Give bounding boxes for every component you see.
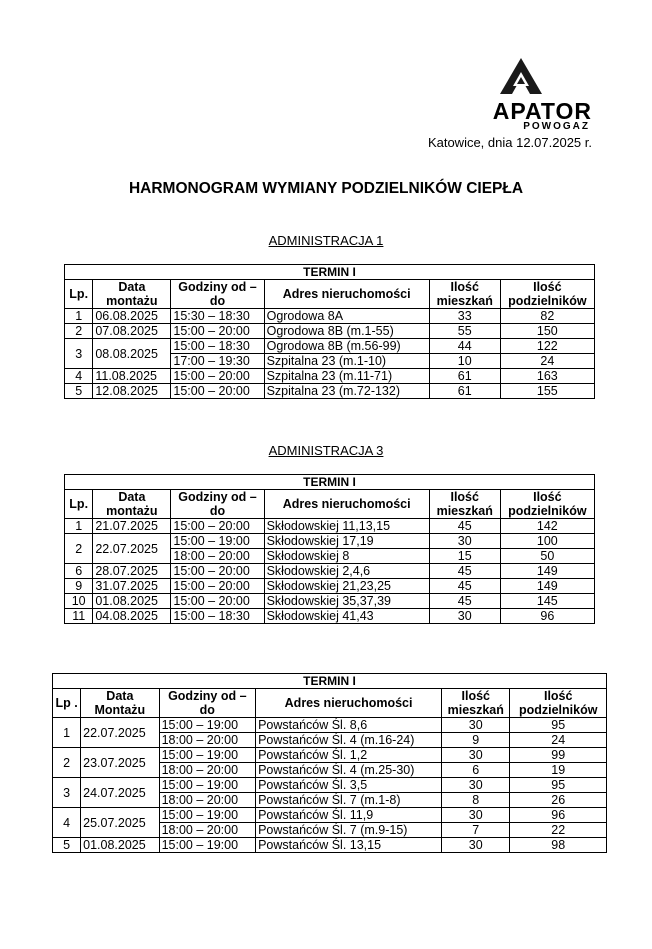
table-row	[53, 808, 607, 823]
cell-units: 150	[500, 324, 594, 339]
cell-hours: 17:00 – 19:30	[171, 354, 264, 369]
table-row	[65, 579, 595, 594]
cell-units: 145	[500, 594, 594, 609]
cell-lp: 5	[65, 384, 93, 399]
cell-flats: 6	[442, 763, 510, 778]
cell-date: 11.08.2025	[93, 369, 171, 384]
cell-hours: 18:00 – 20:00	[159, 793, 256, 808]
cell-flats: 15	[429, 549, 500, 564]
col-header-date: Data montażu	[93, 280, 171, 309]
cell-address: Ogrodowa 8B (m.56-99)	[264, 339, 429, 354]
col-header-flats: Ilość mieszkań	[429, 490, 500, 519]
cell-units: 98	[510, 838, 607, 853]
col-header-date: Data Montażu	[81, 689, 159, 718]
cell-hours: 18:00 – 20:00	[159, 763, 256, 778]
cell-flats: 45	[429, 564, 500, 579]
table-row	[65, 339, 595, 354]
cell-address: Powstańców Śl. 8,6	[256, 718, 442, 733]
cell-date: 23.07.2025	[81, 748, 159, 778]
table-row	[65, 564, 595, 579]
cell-flats: 7	[442, 823, 510, 838]
cell-lp: 3	[53, 778, 81, 808]
cell-units: 22	[510, 823, 607, 838]
cell-date: 31.07.2025	[93, 579, 171, 594]
cell-date: 22.07.2025	[93, 534, 171, 564]
cell-lp: 11	[65, 609, 93, 624]
cell-flats: 33	[429, 309, 500, 324]
cell-address: Szpitalna 23 (m.1-10)	[264, 354, 429, 369]
cell-lp: 3	[65, 339, 93, 369]
cell-hours: 15:00 – 19:00	[159, 838, 256, 853]
cell-address: Skłodowskiej 21,23,25	[264, 579, 429, 594]
cell-hours: 15:00 – 18:30	[171, 339, 264, 354]
term-header: TERMIN I	[65, 475, 595, 490]
cell-date: 04.08.2025	[93, 609, 171, 624]
apator-logo-icon	[500, 58, 542, 94]
cell-address: Powstańców Śl. 4 (m.16-24)	[256, 733, 442, 748]
cell-address: Powstańców Śl. 11,9	[256, 808, 442, 823]
cell-units: 163	[500, 369, 594, 384]
cell-flats: 55	[429, 324, 500, 339]
cell-address: Skłodowskiej 8	[264, 549, 429, 564]
cell-flats: 30	[442, 748, 510, 763]
table-row	[65, 519, 595, 534]
cell-date: 07.08.2025	[93, 324, 171, 339]
cell-units: 122	[500, 339, 594, 354]
cell-address: Skłodowskiej 35,37,39	[264, 594, 429, 609]
section-title-administracja-3: ADMINISTRACJA 3	[268, 443, 384, 458]
schedule-table-administracja-3	[64, 474, 595, 624]
cell-hours: 15:00 – 20:00	[171, 594, 264, 609]
col-header-units: Ilość podzielników	[500, 280, 594, 309]
cell-date: 25.07.2025	[81, 808, 159, 838]
cell-flats: 45	[429, 519, 500, 534]
cell-address: Ogrodowa 8B (m.1-55)	[264, 324, 429, 339]
cell-address: Powstańców Śl. 4 (m.25-30)	[256, 763, 442, 778]
cell-units: 149	[500, 564, 594, 579]
cell-lp: 6	[65, 564, 93, 579]
cell-units: 24	[500, 354, 594, 369]
cell-address: Powstańców Śl. 1,2	[256, 748, 442, 763]
cell-address: Szpitalna 23 (m.11-71)	[264, 369, 429, 384]
cell-hours: 18:00 – 20:00	[159, 823, 256, 838]
cell-lp: 10	[65, 594, 93, 609]
cell-hours: 15:00 – 19:00	[171, 534, 264, 549]
col-header-lp: Lp.	[65, 280, 93, 309]
cell-flats: 45	[429, 594, 500, 609]
table-row	[65, 534, 595, 549]
col-header-hours: Godziny od – do	[159, 689, 256, 718]
cell-address: Powstańców Śl. 7 (m.9-15)	[256, 823, 442, 838]
table-row	[65, 309, 595, 324]
col-header-units: Ilość podzielników	[510, 689, 607, 718]
cell-flats: 30	[442, 718, 510, 733]
cell-address: Powstańców Śl. 3,5	[256, 778, 442, 793]
cell-address: Skłodowskiej 17,19	[264, 534, 429, 549]
cell-lp: 4	[65, 369, 93, 384]
cell-hours: 15:00 – 19:00	[159, 718, 256, 733]
cell-hours: 15:30 – 18:30	[171, 309, 264, 324]
cell-date: 01.08.2025	[81, 838, 159, 853]
cell-flats: 30	[442, 838, 510, 853]
cell-units: 99	[510, 748, 607, 763]
cell-date: 22.07.2025	[81, 718, 159, 748]
cell-flats: 44	[429, 339, 500, 354]
cell-hours: 15:00 – 20:00	[171, 324, 264, 339]
cell-lp: 2	[65, 324, 93, 339]
cell-lp: 1	[65, 309, 93, 324]
col-header-date: Data montażu	[93, 490, 171, 519]
col-header-lp: Lp.	[65, 490, 93, 519]
cell-date: 01.08.2025	[93, 594, 171, 609]
table-row	[65, 324, 595, 339]
cell-date: 28.07.2025	[93, 564, 171, 579]
cell-date: 21.07.2025	[93, 519, 171, 534]
cell-hours: 15:00 – 20:00	[171, 564, 264, 579]
document-date: Katowice, dnia 12.07.2025 r.	[427, 135, 592, 150]
col-header-address: Adres nieruchomości	[264, 280, 429, 309]
col-header-flats: Ilość mieszkań	[429, 280, 500, 309]
cell-address: Szpitalna 23 (m.72-132)	[264, 384, 429, 399]
schedule-table-powstancow	[52, 673, 607, 853]
col-header-hours: Godziny od – do	[171, 280, 264, 309]
cell-hours: 15:00 – 20:00	[171, 579, 264, 594]
cell-address: Ogrodowa 8A	[264, 309, 429, 324]
col-header-address: Adres nieruchomości	[264, 490, 429, 519]
cell-address: Skłodowskiej 2,4,6	[264, 564, 429, 579]
table-row	[53, 748, 607, 763]
cell-hours: 15:00 – 20:00	[171, 369, 264, 384]
cell-units: 82	[500, 309, 594, 324]
cell-hours: 15:00 – 18:30	[171, 609, 264, 624]
cell-hours: 15:00 – 19:00	[159, 778, 256, 793]
company-logo-text: APATOR	[492, 98, 592, 124]
cell-hours: 15:00 – 19:00	[159, 808, 256, 823]
section-title-administracja-1: ADMINISTRACJA 1	[268, 233, 384, 248]
cell-hours: 15:00 – 20:00	[171, 384, 264, 399]
cell-units: 95	[510, 718, 607, 733]
cell-lp: 4	[53, 808, 81, 838]
cell-flats: 61	[429, 369, 500, 384]
schedule-table-administracja-1	[64, 264, 595, 399]
cell-hours: 15:00 – 19:00	[159, 748, 256, 763]
cell-units: 24	[510, 733, 607, 748]
cell-units: 96	[510, 808, 607, 823]
table-row	[65, 609, 595, 624]
cell-flats: 30	[429, 609, 500, 624]
col-header-address: Adres nieruchomości	[256, 689, 442, 718]
cell-flats: 30	[442, 808, 510, 823]
cell-lp: 2	[53, 748, 81, 778]
cell-address: Powstańców Śl. 7 (m.1-8)	[256, 793, 442, 808]
cell-units: 96	[500, 609, 594, 624]
table-row	[53, 718, 607, 733]
table-row	[65, 384, 595, 399]
cell-flats: 30	[429, 534, 500, 549]
company-logo-subtext: POWOGAZ	[523, 121, 590, 132]
table-row	[53, 838, 607, 853]
table-row	[65, 369, 595, 384]
cell-hours: 18:00 – 20:00	[171, 549, 264, 564]
cell-flats: 61	[429, 384, 500, 399]
cell-units: 95	[510, 778, 607, 793]
col-header-flats: Ilość mieszkań	[442, 689, 510, 718]
cell-lp: 1	[53, 718, 81, 748]
cell-hours: 15:00 – 20:00	[171, 519, 264, 534]
cell-units: 100	[500, 534, 594, 549]
cell-lp: 1	[65, 519, 93, 534]
cell-units: 155	[500, 384, 594, 399]
cell-units: 26	[510, 793, 607, 808]
term-header: TERMIN I	[65, 265, 595, 280]
page-title: HARMONOGRAM WYMIANY PODZIELNIKÓW CIEPŁA	[128, 180, 524, 197]
cell-date: 12.08.2025	[93, 384, 171, 399]
cell-date: 08.08.2025	[93, 339, 171, 369]
cell-date: 06.08.2025	[93, 309, 171, 324]
cell-flats: 9	[442, 733, 510, 748]
cell-address: Skłodowskiej 41,43	[264, 609, 429, 624]
table-row	[65, 594, 595, 609]
cell-hours: 18:00 – 20:00	[159, 733, 256, 748]
cell-units: 142	[500, 519, 594, 534]
col-header-hours: Godziny od – do	[171, 490, 264, 519]
col-header-lp: Lp .	[53, 689, 81, 718]
col-header-units: Ilość podzielników	[500, 490, 594, 519]
cell-address: Powstańców Śl. 13,15	[256, 838, 442, 853]
cell-flats: 10	[429, 354, 500, 369]
cell-lp: 9	[65, 579, 93, 594]
cell-address: Skłodowskiej 11,13,15	[264, 519, 429, 534]
cell-units: 50	[500, 549, 594, 564]
cell-flats: 8	[442, 793, 510, 808]
cell-lp: 5	[53, 838, 81, 853]
cell-lp: 2	[65, 534, 93, 564]
cell-units: 149	[500, 579, 594, 594]
table-row	[53, 778, 607, 793]
term-header: TERMIN I	[53, 674, 607, 689]
cell-units: 19	[510, 763, 607, 778]
cell-flats: 30	[442, 778, 510, 793]
cell-flats: 45	[429, 579, 500, 594]
cell-date: 24.07.2025	[81, 778, 159, 808]
